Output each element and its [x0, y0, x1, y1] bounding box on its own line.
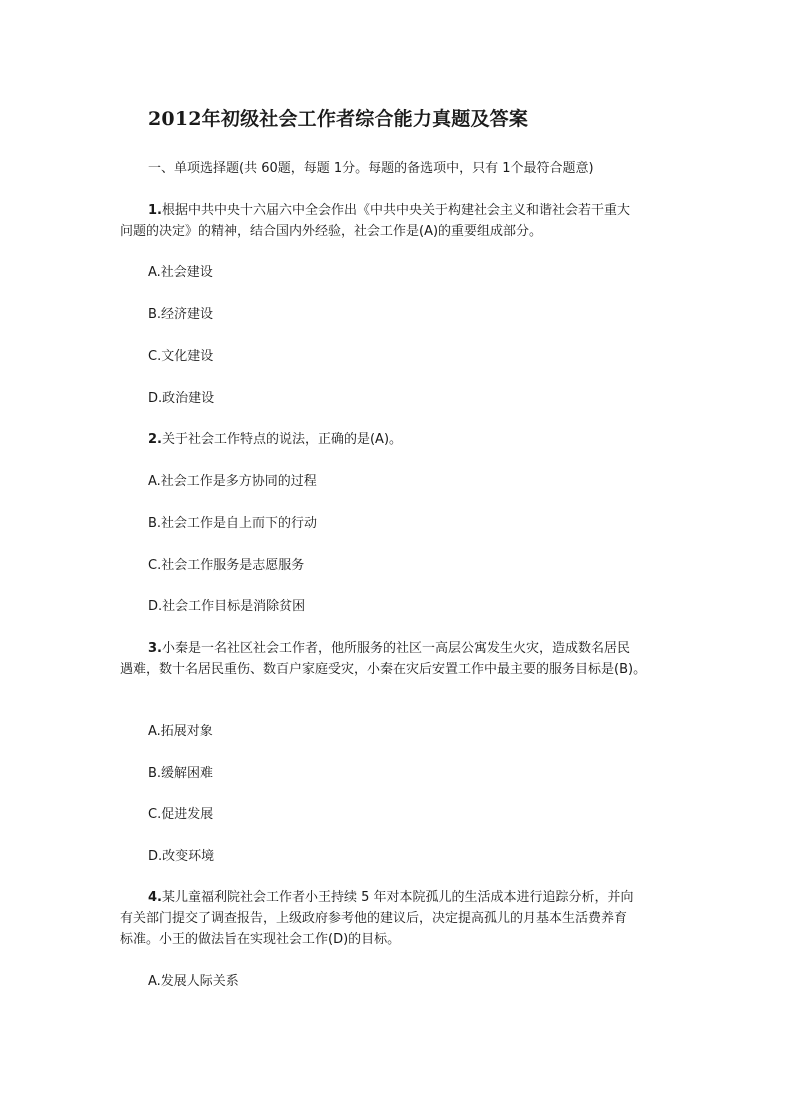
question-number: 3. — [148, 641, 162, 656]
question-number: 1. — [148, 203, 162, 218]
question-4-line-1 — [148, 887, 634, 908]
question-text: 小秦是一名社区社会工作者，他所服务的社区一高层公寓发生火灾，造成数名居民 — [161, 641, 630, 656]
question-text: 关于社会工作特点的说法，正确的是(A)。 — [161, 432, 403, 447]
question-3-line-1 — [148, 638, 630, 659]
question-2-line-1 — [148, 429, 402, 450]
question-3-option-a: A.拓展对象 — [148, 724, 213, 739]
question-3-option-b: B.缓解困难 — [148, 766, 214, 781]
question-text: 根据中共中央十六届六中全会作出《中共中央关于构建社会主义和谐社会若干重大 — [161, 203, 630, 218]
question-3-line-2: 遇难，数十名居民重伤、数百户家庭受灾，小秦在灾后安置工作中最主要的服务目标是(B)。 — [120, 662, 647, 677]
document-title: 2012年初级社会工作者综合能力真题及答案 — [148, 108, 529, 130]
question-1-option-d: D.政治建设 — [148, 391, 215, 406]
question-2-option-b: B.社会工作是自上而下的行动 — [148, 516, 318, 531]
question-text: 某儿童福利院社会工作者小王持续 5 年对本院孤儿的生活成本进行追踪分析，并向 — [161, 890, 634, 905]
question-2-option-a: A.社会工作是多方协同的过程 — [148, 474, 317, 489]
question-1-line-2: 问题的决定》的精神，结合国内外经验，社会工作是(A)的重要组成部分。 — [120, 224, 543, 239]
question-1-option-c: C.文化建设 — [148, 349, 214, 364]
question-4-option-a: A.发展人际关系 — [148, 974, 239, 989]
question-number: 4. — [148, 890, 162, 905]
question-number: 2. — [148, 432, 162, 447]
question-1-line-1 — [148, 200, 630, 221]
question-1-option-a: A.社会建设 — [148, 265, 213, 280]
question-3-option-d: D.改变环境 — [148, 849, 215, 864]
question-2-option-c: C.社会工作服务是志愿服务 — [148, 558, 305, 573]
question-4-line-3: 标准。小王的做法旨在实现社会工作(D)的目标。 — [120, 932, 401, 947]
question-3-option-c: C.促进发展 — [148, 807, 214, 822]
question-4-line-2: 有关部门提交了调查报告，上级政府参考他的建议后，决定提高孤儿的月基本生活费养育 — [120, 911, 628, 926]
section-heading: 一、单项选择题(共 60题，每题 1分。每题的备选项中，只有 1个最符合题意) — [148, 161, 594, 176]
question-1-option-b: B.经济建设 — [148, 307, 214, 322]
question-2-option-d: D.社会工作目标是消除贫困 — [148, 599, 306, 614]
